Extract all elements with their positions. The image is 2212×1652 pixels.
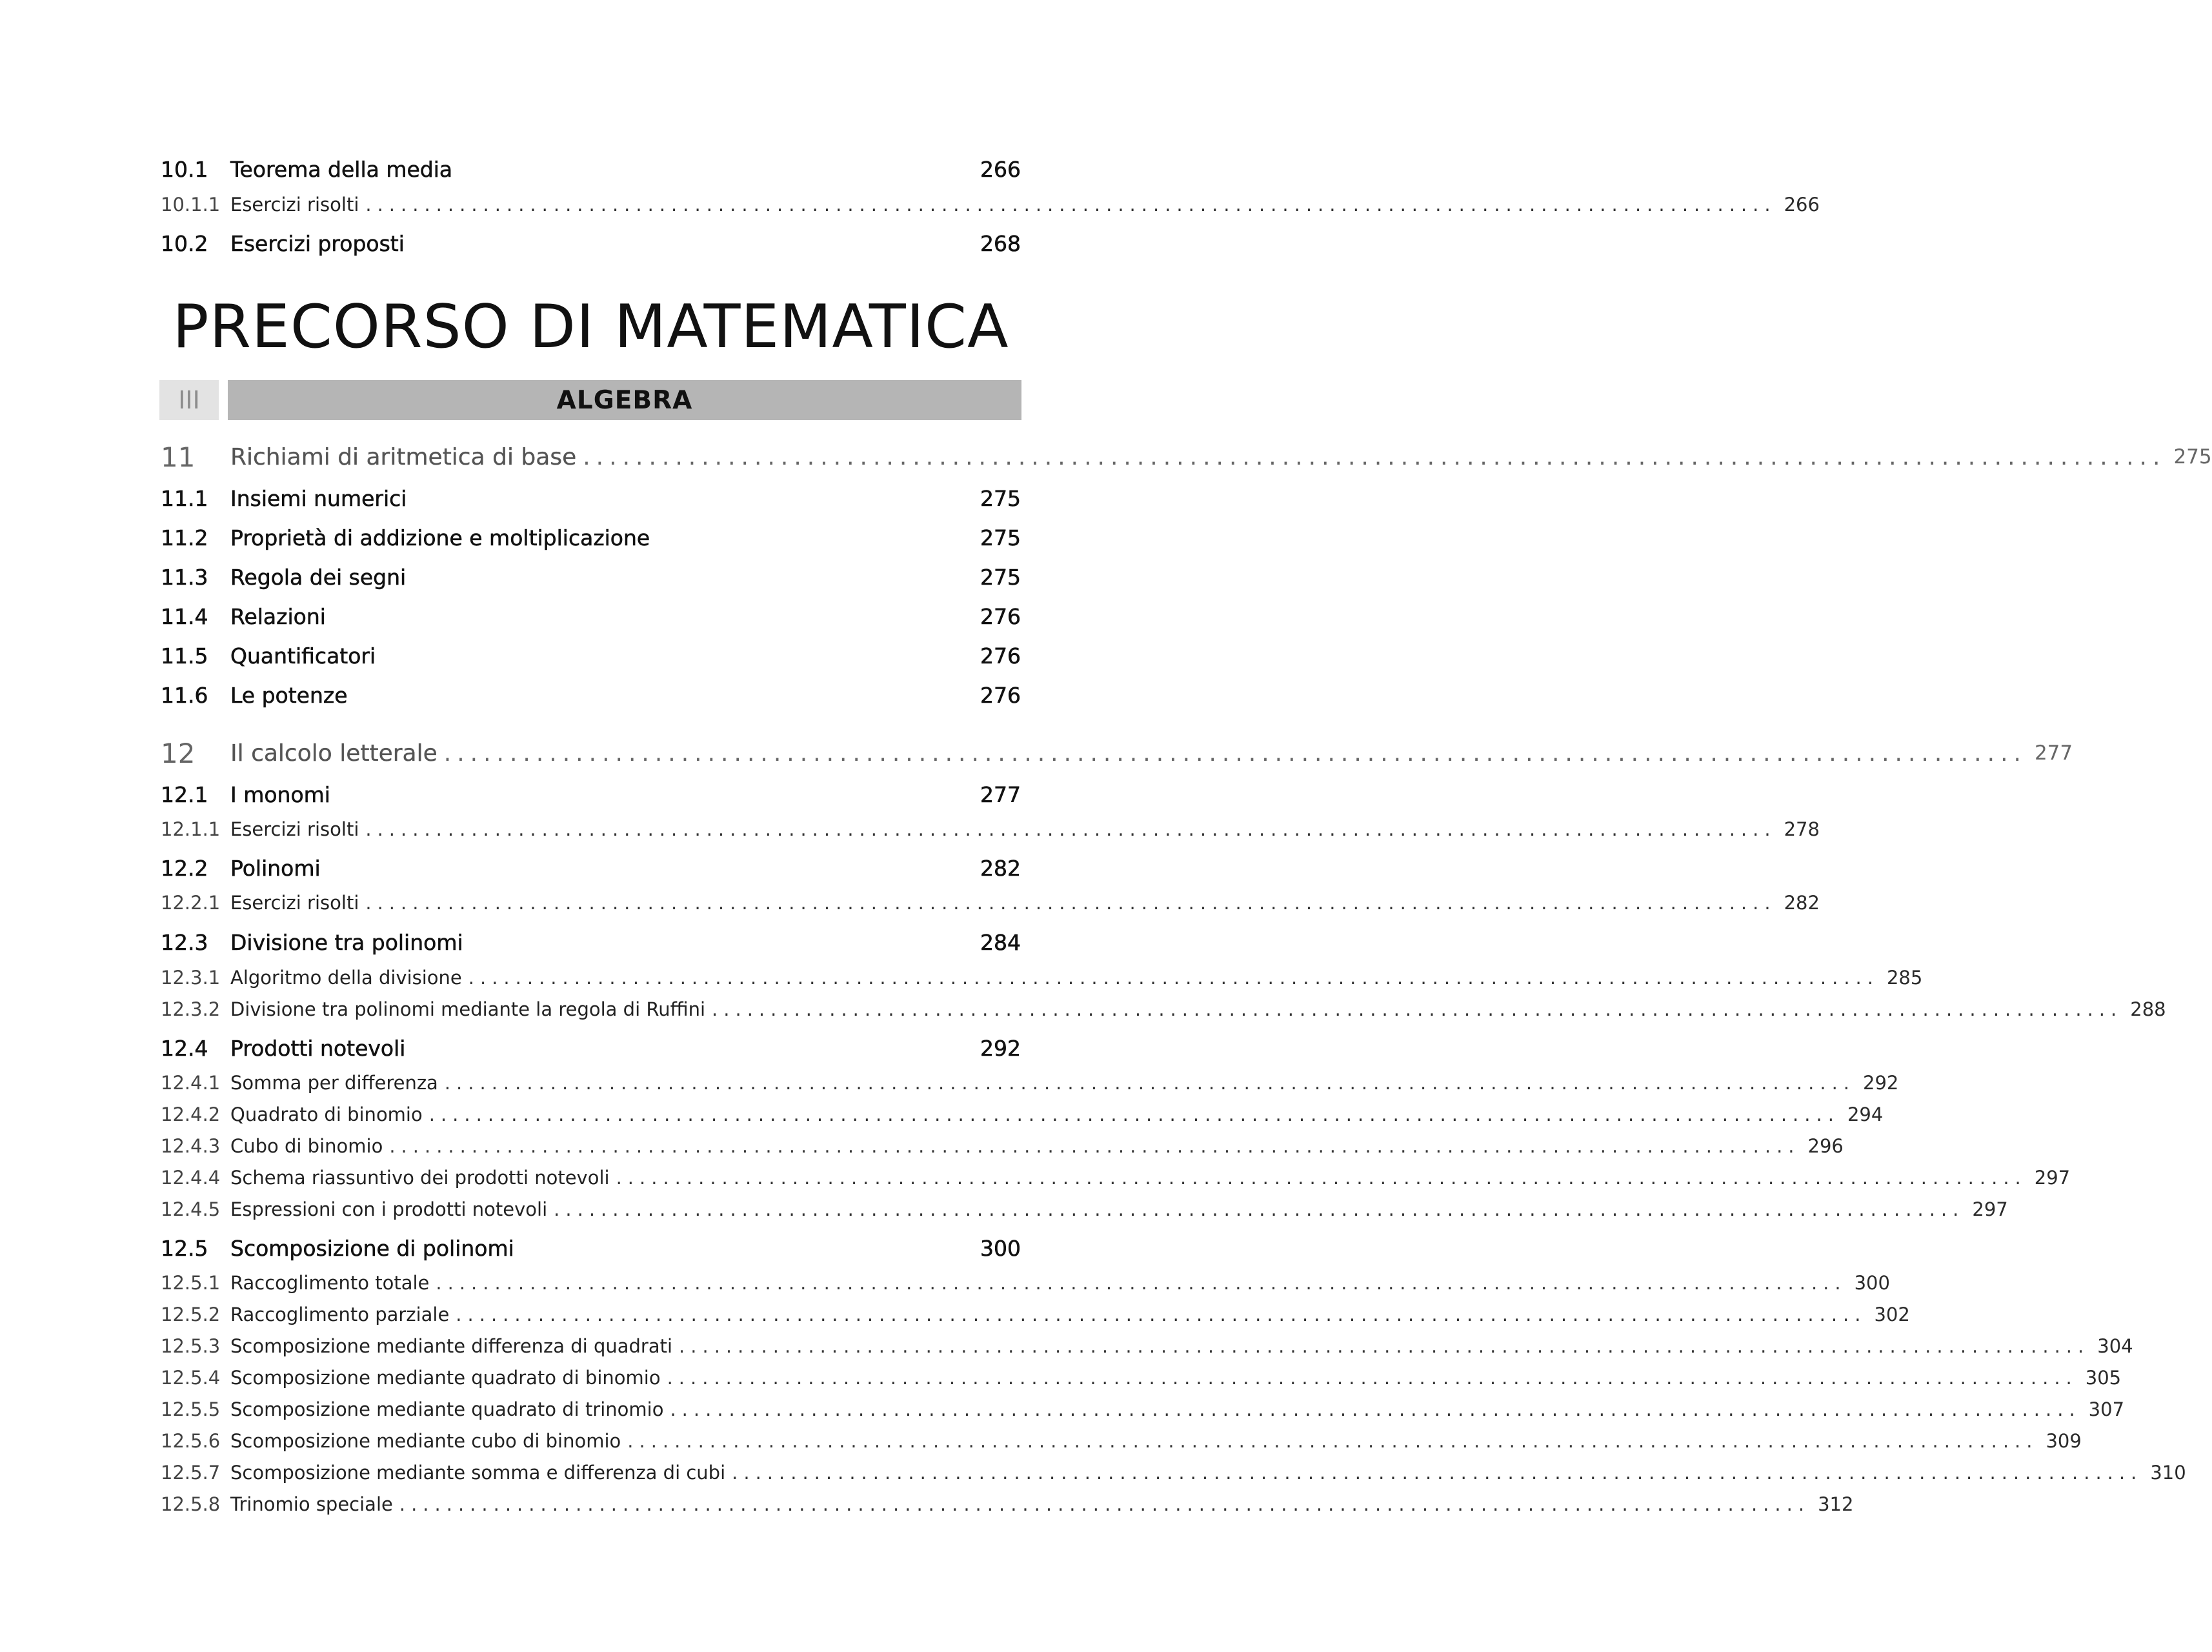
- toc-subsection-entry[interactable]: [161, 1489, 1854, 1520]
- toc-entry-number: 12.4.5: [161, 1198, 221, 1220]
- toc-subsection-entry[interactable]: [161, 1425, 2082, 1456]
- toc-subsection-entry[interactable]: [161, 1067, 1899, 1098]
- toc-entry-page: 276: [980, 603, 1021, 629]
- toc-entry-title: Quantificatori: [230, 643, 376, 669]
- toc-entry-number: 12.5.3: [161, 1335, 221, 1357]
- toc-entry-number: 12.4.1: [161, 1072, 221, 1094]
- toc-entry-number: 10.2: [161, 230, 208, 256]
- toc-subsection-entry[interactable]: [161, 1299, 1910, 1330]
- toc-subsection-entry[interactable]: [161, 814, 1820, 845]
- toc-section-entry[interactable]: [161, 228, 1021, 259]
- toc-entry-page: 277: [2034, 741, 2073, 765]
- toc-subsection-entry[interactable]: [161, 887, 1820, 918]
- toc-section-entry[interactable]: [161, 852, 1021, 883]
- toc-entry-title: Esercizi proposti: [230, 230, 405, 256]
- toc-entry-title: Richiami di aritmetica di base: [230, 443, 577, 470]
- toc-entry-number: 12.5.7: [161, 1462, 221, 1484]
- toc-dot-leader: ........................................................................................................................: [365, 818, 1776, 840]
- toc-entry-title: Esercizi risolti: [230, 194, 359, 216]
- toc-entry-title: Raccoglimento parziale: [230, 1304, 450, 1325]
- toc-entry-page: 285: [1886, 967, 1923, 989]
- toc-entry-page: 282: [1784, 892, 1820, 914]
- toc-subsection-entry[interactable]: [161, 1331, 2133, 1362]
- toc-entry-page: 310: [2150, 1462, 2186, 1484]
- toc-section-entry[interactable]: [161, 154, 1021, 185]
- toc-dot-leader: ........................................................................................................................: [456, 1304, 1867, 1325]
- toc-entry-page: 292: [980, 1035, 1021, 1061]
- toc-subsection-entry[interactable]: [161, 1394, 2125, 1425]
- toc-entry-page: 300: [1854, 1272, 1890, 1294]
- toc-entry-title: Cubo di binomio: [230, 1135, 383, 1157]
- toc-dot-leader: ........................................................................................................................: [712, 998, 2123, 1020]
- toc-entry-number: 12: [161, 737, 196, 769]
- toc-section-entry[interactable]: [161, 561, 1021, 592]
- toc-dot-leader: ........................................................................................................................: [670, 1398, 2081, 1420]
- toc-entry-page: 309: [2046, 1430, 2082, 1452]
- toc-subsection-entry[interactable]: [161, 962, 1923, 993]
- toc-entry-number: 12.4.2: [161, 1103, 221, 1125]
- toc-entry-page: 294: [1847, 1103, 1884, 1125]
- toc-dot-leader: ........................................................................................................................: [399, 1493, 1811, 1515]
- toc-entry-title: Le potenze: [230, 682, 348, 708]
- toc-entry-number: 12.2.1: [161, 892, 221, 914]
- toc-entry-title: I monomi: [230, 781, 330, 807]
- toc-entry-page: 266: [1784, 194, 1820, 216]
- toc-entry-page: 292: [1863, 1072, 1899, 1094]
- part-title: ALGEBRA: [228, 380, 1021, 420]
- toc-subsection-entry[interactable]: [161, 994, 2166, 1025]
- toc-dot-leader: ........................................................................................................................: [436, 1272, 1847, 1294]
- toc-entry-page: 302: [1874, 1304, 1910, 1325]
- toc-subsection-entry[interactable]: [161, 1362, 2122, 1393]
- toc-entry-page: 276: [980, 682, 1021, 708]
- toc-entry-number: 12.5.2: [161, 1304, 221, 1325]
- toc-entry-number: 11.1: [161, 485, 208, 511]
- toc-entry-title: Scomposizione mediante cubo di binomio: [230, 1430, 621, 1452]
- toc-dot-leader: ........................................................................................................................: [554, 1198, 1965, 1220]
- toc-section-entry[interactable]: [161, 483, 1021, 514]
- toc-entry-page: 275: [980, 564, 1021, 590]
- toc-entry-number: 12.4.3: [161, 1135, 221, 1157]
- toc-entry-page: 276: [980, 643, 1021, 669]
- toc-entry-number: 11.2: [161, 525, 208, 550]
- toc-entry-page: 282: [980, 855, 1021, 881]
- toc-entry-page: 268: [980, 230, 1021, 256]
- toc-entry-title: Esercizi risolti: [230, 818, 359, 840]
- toc-entry-number: 12.1.1: [161, 818, 221, 840]
- toc-entry-number: 12.3: [161, 929, 208, 955]
- toc-entry-number: 12.5.8: [161, 1493, 221, 1515]
- toc-entry-title: Il calcolo letterale: [230, 740, 437, 767]
- toc-dot-leader: ........................................................................................................................: [428, 1103, 1840, 1125]
- toc-entry-title: Divisione tra polinomi mediante la regola di Ruffini: [230, 998, 706, 1020]
- toc-entry-number: 11.3: [161, 564, 208, 590]
- toc-dot-leader: ........................................................................................................................: [616, 1167, 2027, 1189]
- toc-entry-page: 297: [2034, 1167, 2071, 1189]
- toc-entry-number: 12.4: [161, 1035, 208, 1061]
- toc-entry-title: Polinomi: [230, 855, 321, 881]
- toc-entry-title: Regola dei segni: [230, 564, 407, 590]
- toc-entry-title: Raccoglimento totale: [230, 1272, 430, 1294]
- toc-entry-page: 312: [1818, 1493, 1854, 1515]
- toc-entry-page: 305: [2085, 1367, 2122, 1389]
- toc-subsection-entry[interactable]: [161, 1194, 2008, 1225]
- toc-dot-leader: ........................................................................................................................: [365, 194, 1776, 216]
- toc-subsection-entry[interactable]: [161, 189, 1820, 220]
- toc-entry-number: 10.1.1: [161, 194, 221, 216]
- toc-entry-number: 11.5: [161, 643, 208, 669]
- toc-entry-title: Relazioni: [230, 603, 326, 629]
- toc-entry-title: Algoritmo della divisione: [230, 967, 462, 989]
- toc-entry-number: 12.5.1: [161, 1272, 221, 1294]
- toc-entry-title: Scomposizione di polinomi: [230, 1235, 514, 1261]
- toc-entry-title: Somma per differenza: [230, 1072, 438, 1094]
- toc-dot-leader: ........................................................................................................................: [443, 740, 2027, 767]
- toc-entry-number: 12.5.6: [161, 1430, 221, 1452]
- toc-entry-title: Scomposizione mediante differenza di quadrati: [230, 1335, 673, 1357]
- toc-entry-number: 12.5.5: [161, 1398, 221, 1420]
- toc-dot-leader: ........................................................................................................................: [627, 1430, 2038, 1452]
- toc-entry-number: 12.4.4: [161, 1167, 221, 1189]
- toc-dot-leader: ........................................................................................................................: [667, 1367, 2078, 1389]
- toc-entry-number: 11: [161, 441, 196, 473]
- toc-chapter-entry[interactable]: [161, 737, 2073, 769]
- toc-entry-page: 296: [1807, 1135, 1844, 1157]
- toc-section-entry[interactable]: [161, 522, 1021, 553]
- toc-dot-leader: ........................................................................................................................: [679, 1335, 2090, 1357]
- toc-dot-leader: ........................................................................................................................: [389, 1135, 1800, 1157]
- toc-subsection-entry[interactable]: [161, 1099, 1884, 1130]
- toc-entry-title: Trinomio speciale: [230, 1493, 393, 1515]
- toc-section-entry[interactable]: [161, 680, 1021, 710]
- toc-dot-leader: ........................................................................................................................: [365, 892, 1776, 914]
- toc-entry-title: Teorema della media: [230, 156, 453, 182]
- toc-entry-page: 278: [1784, 818, 1820, 840]
- toc-subsection-entry[interactable]: [161, 1131, 1844, 1162]
- toc-dot-leader: ........................................................................................................................: [444, 1072, 1856, 1094]
- toc-entry-page: 275: [2173, 445, 2212, 468]
- toc-entry-title: Schema riassuntivo dei prodotti notevoli: [230, 1167, 610, 1189]
- toc-subsection-entry[interactable]: [161, 1162, 2071, 1193]
- toc-chapter-entry[interactable]: [161, 441, 2212, 473]
- toc-entry-title: Scomposizione mediante quadrato di trinomio: [230, 1398, 664, 1420]
- toc-entry-page: 300: [980, 1235, 1021, 1261]
- toc-entry-page: 288: [2130, 998, 2166, 1020]
- toc-entry-title: Insiemi numerici: [230, 485, 407, 511]
- toc-entry-title: Scomposizione mediante somma e differenza di cubi: [230, 1462, 726, 1484]
- toc-section-entry[interactable]: [161, 927, 1021, 958]
- toc-entry-number: 12.5.4: [161, 1367, 221, 1389]
- toc-entry-number: 12.2: [161, 855, 208, 881]
- toc-section-entry[interactable]: [161, 601, 1021, 632]
- toc-entry-title: Proprietà di addizione e moltiplicazione: [230, 525, 650, 550]
- toc-section-entry[interactable]: [161, 1032, 1021, 1063]
- toc-section-entry[interactable]: [161, 779, 1021, 810]
- toc-entry-number: 12.3.1: [161, 967, 221, 989]
- toc-subsection-entry[interactable]: [161, 1267, 1890, 1298]
- toc-entry-number: 12.5: [161, 1235, 208, 1261]
- toc-entry-page: 307: [2088, 1398, 2125, 1420]
- toc-entry-number: 12.3.2: [161, 998, 221, 1020]
- toc-entry-title: Esercizi risolti: [230, 892, 359, 914]
- toc-subsection-entry[interactable]: [161, 1457, 2186, 1488]
- toc-entry-page: 304: [2097, 1335, 2133, 1357]
- toc-entry-page: 297: [1972, 1198, 2008, 1220]
- toc-entry-page: 275: [980, 525, 1021, 550]
- part-number: III: [159, 380, 219, 420]
- toc-section-entry[interactable]: [161, 640, 1021, 671]
- toc-entry-title: Espressioni con i prodotti notevoli: [230, 1198, 548, 1220]
- toc-entry-number: 11.6: [161, 682, 208, 708]
- toc-entry-number: 10.1: [161, 156, 208, 182]
- toc-entry-page: 266: [980, 156, 1021, 182]
- toc-entry-title: Divisione tra polinomi: [230, 929, 463, 955]
- toc-entry-page: 277: [980, 781, 1021, 807]
- toc-entry-number: 11.4: [161, 603, 208, 629]
- toc-section-entry[interactable]: [161, 1233, 1021, 1264]
- toc-entry-title: Prodotti notevoli: [230, 1035, 406, 1061]
- toc-entry-title: Scomposizione mediante quadrato di binomio: [230, 1367, 661, 1389]
- toc-dot-leader: ........................................................................................................................: [732, 1462, 2143, 1484]
- toc-entry-number: 12.1: [161, 781, 208, 807]
- main-title: PRECORSO DI MATEMATICA: [172, 292, 1009, 361]
- toc-entry-title: Quadrato di binomio: [230, 1103, 423, 1125]
- toc-entry-page: 284: [980, 929, 1021, 955]
- toc-dot-leader: ........................................................................................................................: [583, 443, 2166, 470]
- toc-dot-leader: ........................................................................................................................: [468, 967, 1879, 989]
- toc-entry-page: 275: [980, 485, 1021, 511]
